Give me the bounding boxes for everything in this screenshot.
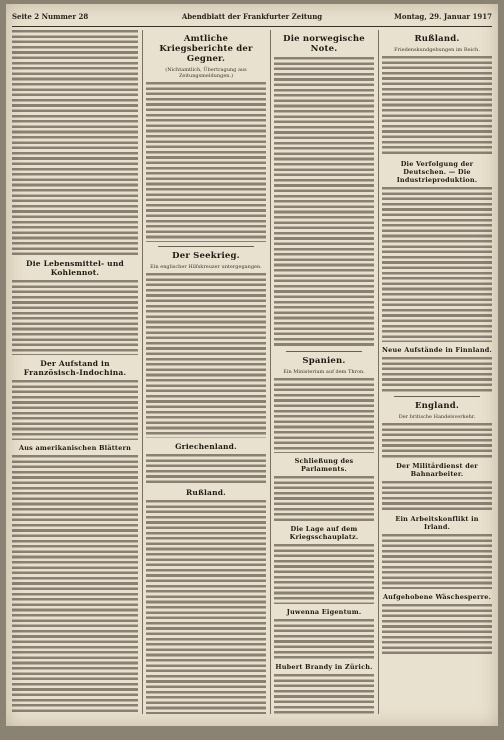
article-body bbox=[382, 604, 492, 654]
headline: Amtliche Kriegsberichte der Gegner. bbox=[159, 34, 253, 64]
headline: Schließung des Parlaments. bbox=[294, 457, 354, 473]
article-body bbox=[146, 500, 266, 714]
page-number: Seite 2 Nummer 28 bbox=[12, 12, 89, 21]
headline: Die Verfolgung der Deutschen. — Die Industrieproduktion. bbox=[396, 160, 478, 184]
article-body bbox=[274, 674, 374, 714]
header-rule bbox=[12, 26, 492, 27]
article-body bbox=[382, 357, 492, 392]
article-body bbox=[146, 454, 266, 484]
divider bbox=[394, 396, 480, 397]
masthead: Abendblatt der Frankfurter Zeitung bbox=[181, 12, 323, 21]
divider bbox=[286, 351, 362, 352]
subheadline: Friedenskundgebungen im Reich. bbox=[394, 47, 480, 53]
article-body bbox=[12, 30, 138, 255]
headline: Der Aufstand in Französisch-Indochina. bbox=[23, 359, 127, 377]
subheadline: Ein Ministerium auf dem Thron. bbox=[283, 369, 365, 375]
article-body bbox=[382, 423, 492, 458]
article-body bbox=[382, 534, 492, 589]
article-body bbox=[274, 544, 374, 604]
column-divider bbox=[378, 30, 379, 714]
headline: Juwenna Eigentum. bbox=[286, 608, 362, 616]
headline: Aufgehobene Wäschesperre. bbox=[382, 593, 492, 601]
headline: England. bbox=[414, 401, 460, 411]
headline: Der Militärdienst der Bahnarbeiter. bbox=[396, 462, 478, 478]
article-body bbox=[382, 481, 492, 511]
column-4 bbox=[382, 30, 492, 714]
article-body bbox=[274, 619, 374, 659]
article-body bbox=[274, 57, 374, 347]
article-body bbox=[146, 82, 266, 242]
divider bbox=[158, 246, 254, 247]
article-body bbox=[382, 187, 492, 342]
headline: Die norwegische Note. bbox=[283, 34, 365, 54]
article-body bbox=[382, 56, 492, 156]
newspaper-page bbox=[6, 4, 498, 726]
article-body bbox=[12, 280, 138, 355]
headline: Die Lage auf dem Kriegsschauplatz. bbox=[289, 525, 359, 541]
headline: Aus amerikanischen Blättern bbox=[18, 444, 132, 452]
column-3 bbox=[274, 30, 374, 714]
article-body bbox=[12, 455, 138, 714]
column-divider bbox=[270, 30, 271, 714]
article-body bbox=[146, 273, 266, 438]
headline: Rußland. bbox=[185, 488, 226, 497]
article-body bbox=[274, 476, 374, 521]
headline: Neue Aufstände in Finnland. bbox=[382, 346, 492, 354]
column-divider bbox=[142, 30, 143, 714]
headline: Die Lebensmittel- und Kohlennot. bbox=[26, 259, 124, 277]
headline: Der Seekrieg. bbox=[172, 251, 240, 261]
page-header bbox=[12, 10, 492, 26]
article-body bbox=[274, 378, 374, 453]
issue-date: Montag, 29. Januar 1917 bbox=[394, 12, 492, 21]
headline: Hubert Brandy in Zürich. bbox=[275, 663, 373, 671]
headline: Rußland. bbox=[414, 34, 460, 44]
subheadline: Ein englischer Hilfskreuzer untergegangen. bbox=[150, 264, 262, 270]
headline: Griechenland. bbox=[175, 442, 237, 451]
headline: Ein Arbeitskonflikt in Irland. bbox=[395, 515, 479, 531]
subheadline: (Nichtamtlich, Übertragung aus Zeitungsmeldungen.) bbox=[165, 67, 247, 79]
article-body bbox=[12, 380, 138, 440]
column-1 bbox=[12, 30, 138, 714]
column-2 bbox=[146, 30, 266, 714]
subheadline: Der britische Handelsverkehr. bbox=[398, 414, 476, 420]
headline: Spanien. bbox=[302, 356, 346, 366]
